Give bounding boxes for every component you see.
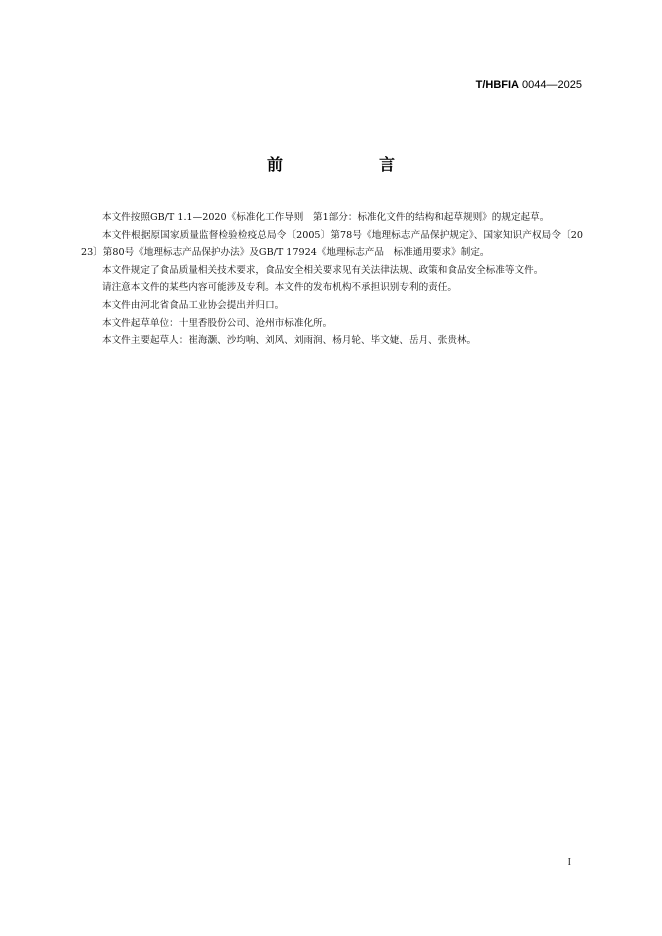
paragraph-patent-notice: 请注意本文件的某些内容可能涉及专利。本文件的发布机构不承担识别专利的责任。 xyxy=(102,282,457,294)
page-number: I xyxy=(567,857,571,868)
section-title: 前 言 xyxy=(266,155,435,174)
paragraph-drafting-rules: 本文件按照GB/T 1.1—2020《标准化工作导则 第1部分：标准化文件的结构和起草规则》的规定起草。 xyxy=(102,212,550,223)
paragraph-drafting-units: 本文件起草单位：十里香股份公司、沧州市标准化所。 xyxy=(102,317,333,329)
document-code xyxy=(476,79,582,91)
document-code-number: 0044—2025 xyxy=(522,79,582,91)
paragraph-drafters: 本文件主要起草人：崔海灏、沙均响、刘风、刘雨润、杨月轮、毕文婕、岳月、张贵林。 xyxy=(102,335,477,347)
paragraph-scope-note: 本文件规定了食品质量相关技术要求，食品安全相关要求见有关法律法规、政策和食品安全标准等文件。 xyxy=(102,264,544,276)
foreword-body xyxy=(81,209,583,350)
paragraph-proposer: 本文件由河北省食品工业协会提出并归口。 xyxy=(102,299,285,311)
paragraph-legal-basis: 本文件根据原国家质量监督检验检疫总局令〔2005〕第78号《地理标志产品保护规定》、国家知识产权局令〔2023〕第80号《地理标志产品保护办法》及GB/T 17924《地理标志产品 标准通用要求》制定。 xyxy=(81,229,583,259)
document-code-prefix: T/HBFIA xyxy=(475,79,519,91)
